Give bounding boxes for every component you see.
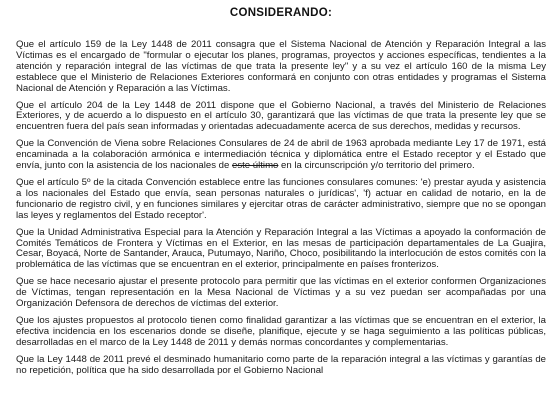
- struck-text: este último: [232, 160, 279, 172]
- paragraph-protocol-adjustment: Que se hace necesario ajustar el presente protocolo para permitir que las víctimas en el exterior conformen Organizaciones de Víctimas, tengan representación en la Mesa Nacional de Víctimas y a su vez puedan ser acompañadas por una Organización Defensora de derechos de víctimas del exterior.: [16, 276, 546, 310]
- paragraph-article-5: Que el artículo 5º de la citada Convención establece entre las funciones consulares comunes: 'e) prestar ayuda y asistencia a los nacionales del Estado que envía, sean personas naturales o jurídicas', 'f) actuar en calidad de notario, en la de funcionario de registro civil, y en funciones similares y ejercitar otras de carácter administrativo, siempre que no se opongan las leyes y reglamentos del Estado receptor'.: [16, 176, 546, 221]
- vienna-text-after: en la circunscripción y/o territorio del primero.: [278, 160, 475, 172]
- section-heading: CONSIDERANDO:: [229, 7, 333, 19]
- paragraph-adjustments-purpose: Que los ajustes propuestos al protocolo tienen como finalidad garantizar a las víctimas que se encuentran en el exterior, la efectiva incidencia en los escenarios donde se diseñe, planifique, ejecute y se haga seguimiento a las políticas públicas, desarrolladas en el marco de la Ley 1448 de 2011 y demás normas concordantes y complementarias.: [16, 314, 546, 348]
- paragraph-vienna-convention: [16, 139, 546, 172]
- paragraph-special-unit: Que la Unidad Administrativa Especial para la Atención y Reparación Integral a las Víctimas a apoyado la conformación de Comités Temáticos de Frontera y Víctimas en el Exterior, en las mesas de participación departamentales de La Guajira, Cesar, Boyacá, Norte de Santander, Arauca, Putumayo, Nariño, Choco, posibilitando la interlocución de estos comités con la problemática de las víctimas que se encuentran en el exterior, principalmente en países fronterizos.: [16, 226, 546, 271]
- vienna-text-before: Que la Convención de Viena sobre Relaciones Consulares de 24 de abril de 1963 aprobada mediante Ley 17 de 1971, está encaminada a la colaboración armónica e intermediación técnica y diplomática entre el Estado receptor y el Estado que envía, junto con la asistencia de los nacionales de: [16, 138, 546, 172]
- paragraph-article-159: Que el artículo 159 de la Ley 1448 de 2011 consagra que el Sistema Nacional de Atención y Reparación Integral a las Víctimas es el encargado de "formular o ejecutar los planes, programas, proyectos y acciones específicas, tendientes a la atención y reparación integral de las víctimas de que trata la presente ley" y a su vez el artículo 160 de la misma Ley establece que el Ministerio de Relaciones Exteriores conformará en conjunto con otras entidades y programas el Sistema Nacional de Atención y Reparación a las Víctimas.: [16, 39, 546, 94]
- paragraph-article-204: Que el artículo 204 de la Ley 1448 de 2011 dispone que el Gobierno Nacional, a través del Ministerio de Relaciones Exteriores, y de acuerdo a lo dispuesto en el artículo 30, garantizará que las víctimas de que trata la presente ley que se encuentren fuera del país sean informadas y orientadas adecuadamente acerca de sus derechos, medidas y recursos.: [16, 99, 546, 133]
- paragraph-demining: Que la Ley 1448 de 2011 prevé el desminado humanitario como parte de la reparación integral a las víctimas y garantías de no repetición, política que ha sido desarrollada por el Gobierno Nacional: [16, 353, 546, 376]
